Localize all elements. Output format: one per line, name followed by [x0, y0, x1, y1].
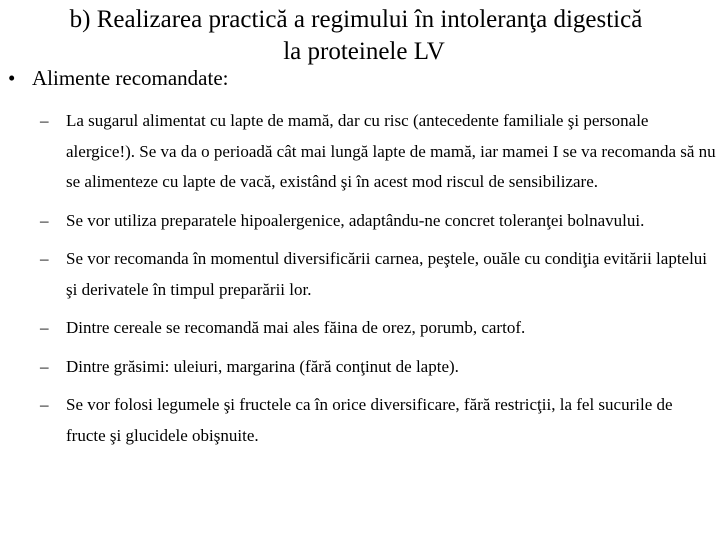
dash-marker: –: [40, 111, 49, 130]
bullet-item: [8, 64, 229, 92]
sub-bullet-text: Se vor utiliza preparatele hipoalergenice, adaptându-ne concret toleranţei bolnavului.: [66, 210, 645, 230]
sub-bullet-item: [40, 106, 716, 198]
sub-bullet-list: [40, 106, 716, 459]
dash-marker: –: [40, 318, 49, 337]
bullet-marker: •: [8, 66, 16, 90]
slide-title-line-2: la proteinele LV: [283, 38, 445, 65]
sub-bullet-item: [40, 390, 716, 451]
dash-marker: –: [40, 210, 49, 230]
sub-bullet-item: [40, 244, 716, 305]
slide-title-line-1: b) Realizarea practică a regimului în intoleranţa digestică: [69, 6, 643, 33]
slide-title: [0, 4, 720, 68]
sub-bullet-text: Dintre grăsimi: uleiuri, margarina (fără conţinut de lapte).: [66, 356, 459, 376]
sub-bullet-item: [40, 313, 716, 344]
sub-bullet-text: Se vor folosi legumele şi fructele ca în orice diversificare, fără restricţii, la fel sucurile de fructe şi glucidele obişnuite.: [66, 395, 673, 445]
dash-marker: –: [40, 249, 49, 268]
sub-bullet-text: La sugarul alimentat cu lapte de mamă, dar cu risc (antecedente familiale şi personale alergice!). Se va da o perioadă cât mai lungă lapte de mamă, iar mamei I se va recomanda să nu se alimenteze cu lapte de vacă, existând şi în acest mod riscul de sensibilizare.: [66, 111, 716, 191]
dash-marker: –: [40, 395, 49, 414]
sub-bullet-item: [40, 206, 716, 237]
sub-bullet-text: Se vor recomanda în momentul diversificării carnea, peştele, ouăle cu condiţia evitării laptelui şi derivatele în timpul preparării lor.: [66, 249, 708, 299]
sub-bullet-text: Dintre cereale se recomandă mai ales făina de orez, porumb, cartof.: [66, 318, 526, 337]
dash-marker: –: [40, 356, 49, 376]
bullet-text: Alimente recomandate:: [32, 66, 229, 90]
sub-bullet-item: [40, 352, 716, 383]
